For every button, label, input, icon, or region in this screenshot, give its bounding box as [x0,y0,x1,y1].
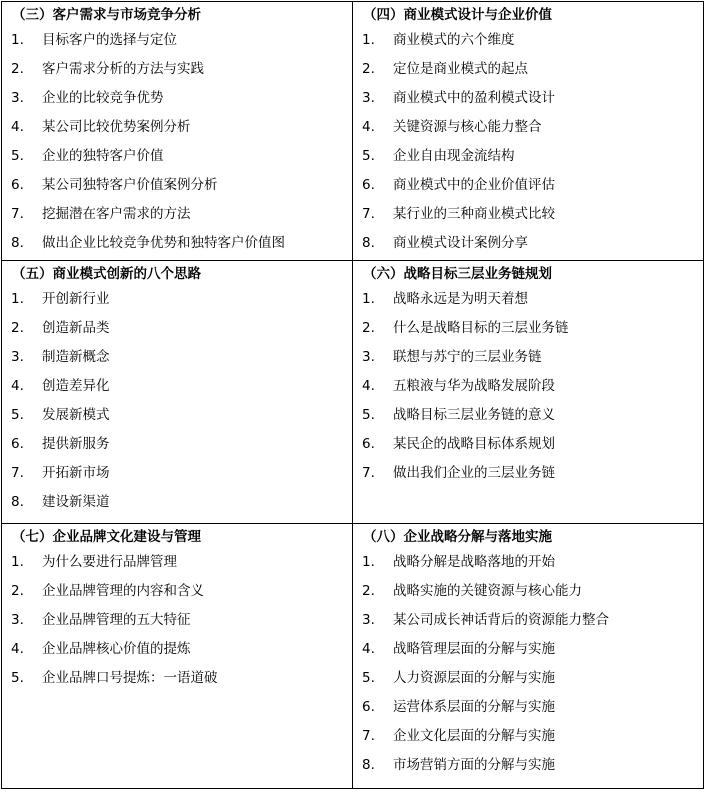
item-number: 5. [11,148,24,164]
item-text: 某公司比较优势案例分析 [42,119,191,135]
section-title: （五）商业模式创新的八个思路 [12,266,201,282]
item-number: 7. [11,206,24,222]
item-text: 商业模式的六个维度 [393,32,515,48]
item-number: 4. [11,119,24,135]
item-number: 2. [11,583,24,599]
item-number: 1. [362,32,375,48]
list-item [2,142,352,171]
item-text: 提供新服务 [42,436,110,452]
list-item [353,430,703,459]
list-item [353,372,703,401]
list-item [353,664,703,693]
item-number: 4. [362,378,375,394]
item-number: 3. [11,349,24,365]
item-number: 4. [362,119,375,135]
list-item [353,722,703,751]
item-number: 3. [11,90,24,106]
list-item [2,285,352,314]
item-text: 某行业的三种商业模式比较 [393,206,555,222]
list-item [2,229,352,258]
item-number: 6. [362,436,375,452]
item-text: 某民企的战略目标体系规划 [393,436,555,452]
list-item [2,55,352,84]
list-item [2,401,352,430]
list-item [2,664,352,693]
item-text: 定位是商业模式的起点 [393,61,528,77]
item-text: 发展新模式 [42,407,110,423]
list-item [2,26,352,55]
item-number: 2. [11,320,24,336]
item-text: 商业模式中的盈利模式设计 [393,90,555,106]
list-item [2,84,352,113]
item-number: 6. [362,699,375,715]
item-text: 目标客户的选择与定位 [42,32,177,48]
list-item [353,26,703,55]
item-number: 8. [11,494,24,510]
section-title: （三）客户需求与市场竞争分析 [12,7,201,23]
item-text: 创造差异化 [42,378,110,394]
item-number: 2. [362,320,375,336]
item-text: 人力资源层面的分解与实施 [393,670,555,686]
item-text: 商业模式中的企业价值评估 [393,177,555,193]
list-item [353,606,703,635]
item-number: 1. [11,554,24,570]
section-title: （四）商业模式设计与企业价值 [363,7,552,23]
item-text: 挖掘潜在客户需求的方法 [42,206,191,222]
item-number: 4. [362,641,375,657]
list-item [353,142,703,171]
section-item-list [2,285,352,517]
item-number: 3. [362,612,375,628]
item-text: 做出企业比较竞争优势和独特客户价值图 [42,235,285,251]
item-text: 五粮液与华为战略发展阶段 [393,378,555,394]
item-text: 建设新渠道 [42,494,110,510]
item-number: 1. [11,32,24,48]
list-item [2,372,352,401]
item-number: 5. [362,407,375,423]
item-text: 联想与苏宁的三层业务链 [393,349,542,365]
item-text: 企业文化层面的分解与实施 [393,728,555,744]
item-number: 3. [11,612,24,628]
section-cell [2,524,353,789]
item-number: 2. [362,583,375,599]
item-number: 6. [362,177,375,193]
list-item [353,577,703,606]
item-text: 做出我们企业的三层业务链 [393,465,555,481]
list-item [2,488,352,517]
item-text: 运营体系层面的分解与实施 [393,699,555,715]
item-text: 为什么要进行品牌管理 [42,554,177,570]
item-text: 战略实施的关键资源与核心能力 [393,583,582,599]
item-text: 制造新概念 [42,349,110,365]
item-text: 战略永远是为明天着想 [393,291,528,307]
item-text: 市场营销方面的分解与实施 [393,757,555,773]
item-text: 什么是战略目标的三层业务链 [393,320,569,336]
item-number: 1. [11,291,24,307]
item-text: 某公司独特客户价值案例分析 [42,177,218,193]
item-text: 创造新品类 [42,320,110,336]
section-item-list [353,26,703,258]
section-item-list [353,548,703,780]
list-item [353,343,703,372]
section-item-list [2,26,352,258]
list-item [353,548,703,577]
item-text: 开创新行业 [42,291,110,307]
list-item [2,343,352,372]
item-text: 企业品牌口号提炼：一语道破 [42,670,218,686]
item-text: 企业品牌核心价值的提炼 [42,641,191,657]
list-item [353,635,703,664]
list-item [2,548,352,577]
item-number: 7. [362,206,375,222]
item-number: 6. [11,436,24,452]
list-item [353,84,703,113]
item-number: 3. [362,90,375,106]
item-text: 开拓新市场 [42,465,110,481]
section-cell [2,2,353,261]
item-text: 关键资源与核心能力整合 [393,119,542,135]
section-title: （六）战略目标三层业务链规划 [363,266,552,282]
list-item [2,635,352,664]
item-text: 企业的独特客户价值 [42,148,164,164]
section-cell [353,261,704,524]
section-title: （八）企业战略分解与落地实施 [363,529,552,545]
list-item [2,606,352,635]
list-item [2,200,352,229]
list-item [2,459,352,488]
item-text: 企业自由现金流结构 [393,148,515,164]
section-cell [2,261,353,524]
list-item [353,693,703,722]
item-text: 企业的比较竞争优势 [42,90,164,106]
item-number: 5. [11,670,24,686]
list-item [353,229,703,258]
item-number: 5. [362,670,375,686]
list-item [2,314,352,343]
list-item [353,55,703,84]
list-item [353,314,703,343]
list-item [353,459,703,488]
list-item [2,171,352,200]
list-item [353,285,703,314]
item-number: 1. [362,554,375,570]
list-item [2,113,352,142]
list-item [353,171,703,200]
item-number: 7. [11,465,24,481]
item-number: 3. [362,349,375,365]
section-cell [353,524,704,789]
item-text: 企业品牌管理的内容和含义 [42,583,204,599]
list-item [353,113,703,142]
item-number: 2. [11,61,24,77]
item-text: 战略目标三层业务链的意义 [393,407,555,423]
section-cell [353,2,704,261]
item-text: 战略分解是战略落地的开始 [393,554,555,570]
list-item [353,401,703,430]
list-item [353,200,703,229]
course-outline-table [1,1,704,789]
item-number: 8. [11,235,24,251]
item-number: 4. [11,378,24,394]
item-number: 7. [362,465,375,481]
item-number: 7. [362,728,375,744]
item-text: 某公司成长神话背后的资源能力整合 [393,612,609,628]
item-text: 战略管理层面的分解与实施 [393,641,555,657]
item-number: 4. [11,641,24,657]
item-text: 企业品牌管理的五大特征 [42,612,191,628]
item-number: 1. [362,291,375,307]
item-number: 5. [11,407,24,423]
item-number: 8. [362,757,375,773]
item-number: 8. [362,235,375,251]
list-item [2,430,352,459]
item-text: 客户需求分析的方法与实践 [42,61,204,77]
section-item-list [2,548,352,693]
list-item [2,577,352,606]
item-text: 商业模式设计案例分享 [393,235,528,251]
item-number: 6. [11,177,24,193]
section-item-list [353,285,703,488]
item-number: 5. [362,148,375,164]
list-item [353,751,703,780]
item-number: 2. [362,61,375,77]
section-title: （七）企业品牌文化建设与管理 [12,529,201,545]
